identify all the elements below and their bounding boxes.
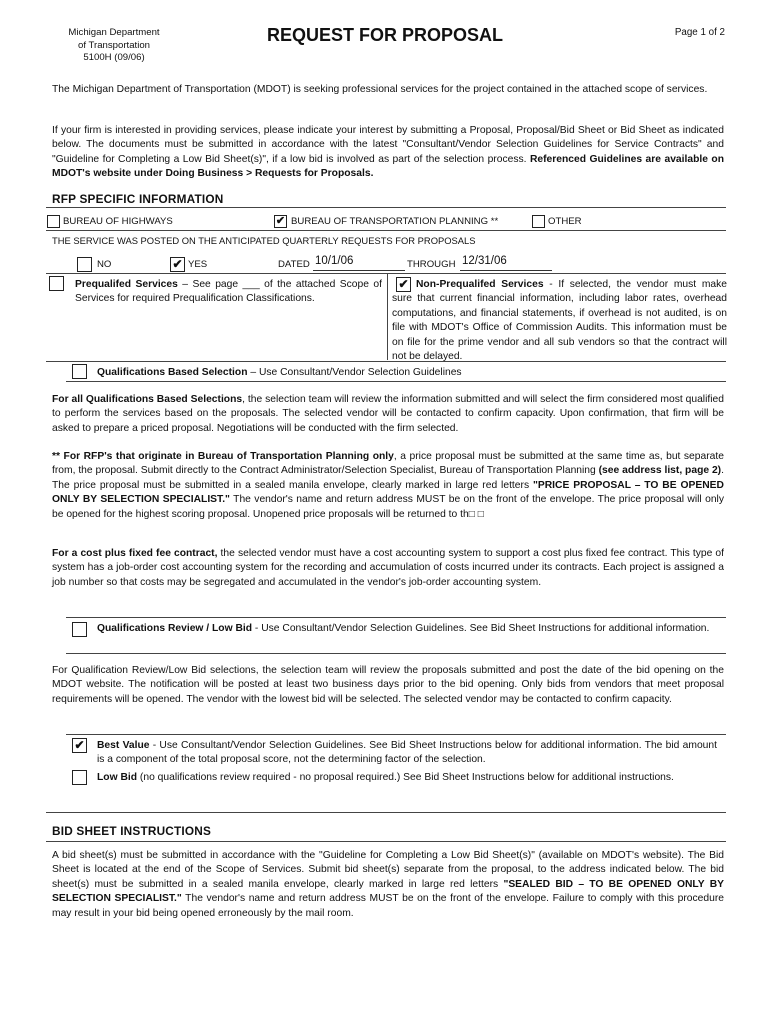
through-field[interactable]: 12/31/06 xyxy=(460,255,552,271)
posted-yes-checkbox[interactable]: ✔ xyxy=(170,257,185,272)
intro-paragraph-1: The Michigan Department of Transportation (MDOT) is seeking professional services for the project contained in the attached scope of services. xyxy=(52,84,708,95)
rfp-heading: RFP SPECIFIC INFORMATION xyxy=(52,192,224,206)
qr-low-bid-text: Qualifications Review / Low Bid - Use Consultant/Vendor Selection Guidelines. See Bid Sheet Instructions for additional information. xyxy=(97,623,710,634)
divider xyxy=(66,734,726,735)
dated-field[interactable]: 10/1/06 xyxy=(313,255,405,271)
through-label: THROUGH xyxy=(407,259,456,270)
prequalified-text: Prequalifed Services – See page ___ of the attached Scope of Services for required Prequalification Classifications. xyxy=(75,279,382,305)
all-qbs-paragraph: For all Qualifications Based Selections, the selection team will review the information submitted and will select the firm considered most qualified to perform the services based on the proposals. The selected vendor will be contacted to confirm capacity. Upon confirmation, that firm will be asked to prepare a priced proposal. Negotiations will be conducted with the firm selected. xyxy=(52,394,724,434)
qr-low-bid-paragraph: For Qualification Review/Low Bid selections, the selection team will review the proposals submitted and post the date of the bid opening on the MDOT website. The notification will be posted at least two business days prior to the bid opening. Only bids from vendors that meet proposal requirements will be opened. The vendor with the lowest bid will be selected. The selected vendor may be contacted to confirm capacity. xyxy=(52,665,724,705)
divider xyxy=(66,653,726,654)
qbs-checkbox[interactable] xyxy=(72,364,87,379)
posted-no-checkbox[interactable] xyxy=(77,257,92,272)
cost-plus-paragraph: For a cost plus fixed fee contract, the selected vendor must have a cost accounting system to support a cost plus fixed fee contract. This type of system has a job-order cost accounting system for the recording and accumulation of costs incurred under its contracts. Each project is assigned a job number so that costs may be segregated and accumulated in the vendor's job-order accounting system. xyxy=(52,548,725,588)
divider xyxy=(46,207,726,208)
best-value-checkbox[interactable]: ✔ xyxy=(72,738,87,753)
btp-paragraph: ** For RFP's that originate in Bureau of Transportation Planning only, a price proposal must be submitted at the same time as, but separate from, the proposal. Submit directly to the Contract Administrator/Selection Specialist, Bureau of Transportation Planning (see address list, page 2). The price proposal must be submitted in a sealed manila envelope, clearly marked in large red letters "PRICE PROPOSAL – TO BE OPENED ONLY BY SELECTION SPECIALIST." The vendor's name and return address MUST be on the front of the envelope. The price proposal will only be opened for the highest scoring proposal. Unopened price proposals will be returned to th□ □ xyxy=(52,451,724,520)
posted-yes-label: YES xyxy=(188,259,208,270)
bid-sheet-heading: BID SHEET INSTRUCTIONS xyxy=(52,824,212,838)
low-bid-checkbox[interactable] xyxy=(72,770,87,785)
divider xyxy=(46,841,726,842)
bureau-tp-label: BUREAU OF TRANSPORTATION PLANNING ** xyxy=(291,216,499,227)
other-checkbox[interactable] xyxy=(532,215,545,228)
bureau-tp-checkbox[interactable]: ✔ xyxy=(275,215,286,227)
page-number: Page 1 of 2 xyxy=(674,27,725,38)
divider xyxy=(66,617,726,618)
posted-no-label: NO xyxy=(97,259,112,270)
divider xyxy=(46,361,726,362)
form-number: 5100H (09/06) xyxy=(83,52,145,63)
intro-paragraph-2: If your firm is interested in providing services, please indicate your interest by submitting a Proposal, Proposal/Bid Sheet or Bid Sheet as indicated below. The documents must be submitted in accordance with the latest "Consultant/Vendor Selection Guidelines for Service Contracts" and "Guideline for Completing a Low Bid Sheet(s)", if a low bid is involved as part of the selection process. Referenced Guidelines are available on MDOT's website under Doing Business > Requests for Proposals. xyxy=(52,125,724,180)
low-bid-text: Low Bid (no qualifications review required - no proposal required.) See Bid Sheet Instructions below for additional instructions. xyxy=(97,772,674,783)
non-prequalified-checkbox[interactable]: ✔ xyxy=(396,277,411,292)
divider xyxy=(46,230,726,231)
page-title: REQUEST FOR PROPOSAL xyxy=(266,25,504,45)
agency-line-2: of Transportation xyxy=(78,39,150,51)
divider xyxy=(46,812,726,813)
posted-line: THE SERVICE WAS POSTED ON THE ANTICIPATED QUARTERLY REQUESTS FOR PROPOSALS xyxy=(52,235,476,246)
bureau-highways-label: BUREAU OF HIGHWAYS xyxy=(63,216,173,227)
divider xyxy=(66,381,726,382)
agency-line-1: Michigan Department xyxy=(68,27,160,38)
dated-label: DATED xyxy=(278,259,310,270)
bid-sheet-paragraph: A bid sheet(s) must be submitted in accordance with the "Guideline for Completing a Low Bid Sheet(s)" (available on MDOT's website). The Bid Sheet is located at the end of the Scope of Services. Submit bid sheet(s) separate from the proposal, to the address indicated below. The bid sheet(s) must be submitted in a sealed manila envelope, clearly marked in large red letters "SEALED BID – TO BE OPENED ONLY BY SELECTION SPECIALIST." The vendor's name and return address MUST be on the front of the envelope. Failure to comply with this procedure may result in your bid being opened erroneously by the mail room. xyxy=(52,850,725,919)
divider xyxy=(387,274,388,360)
qbs-text: Qualifications Based Selection – Use Consultant/Vendor Selection Guidelines xyxy=(97,367,462,378)
bureau-highways-checkbox[interactable] xyxy=(47,215,60,228)
non-prequalified-text: Non-Prequalifed Services - If selected, the vendor must make sure that current financial information, including labor rates, overhead computations, and financial statements, if overhead is not audited, is on file with MDOT's Office of Commission Audits. This information must be on file for the prime vendor and all sub vendors so that the contract will not be delayed. xyxy=(392,279,727,363)
agency-block xyxy=(52,27,176,65)
other-label: OTHER xyxy=(548,216,582,227)
qr-low-bid-checkbox[interactable] xyxy=(72,622,87,637)
divider xyxy=(46,273,726,274)
prequalified-checkbox[interactable] xyxy=(49,276,64,291)
best-value-text: Best Value - Use Consultant/Vendor Selection Guidelines. See Bid Sheet Instructions below for additional information. The bid amount is a component of the total proposal score, not the determining factor of the selection. xyxy=(97,740,717,766)
